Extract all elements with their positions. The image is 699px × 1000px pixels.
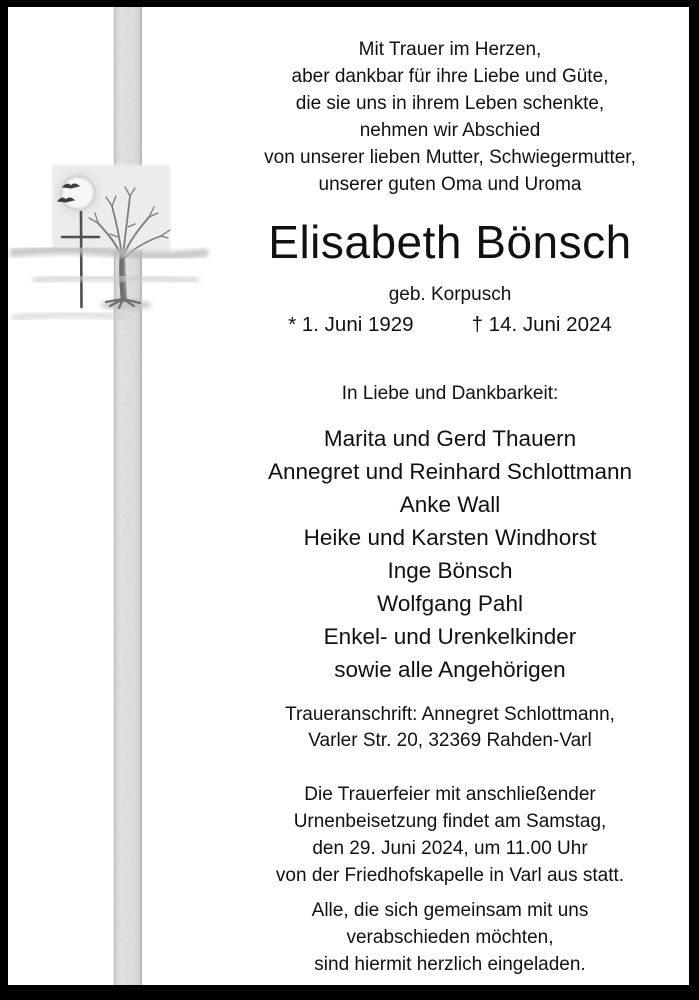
deceased-name: Elisabeth Bönsch: [268, 216, 632, 268]
intro-line: nehmen wir Abschied: [359, 120, 541, 141]
intro-line: Mit Trauer im Herzen,: [358, 39, 542, 60]
mourner-name: Wolfgang Pahl: [377, 591, 523, 616]
tribute-heading: In Liebe und Dankbarkeit:: [341, 383, 559, 404]
memorial-sketch-artwork: [8, 7, 228, 985]
sun-circle-icon: [57, 172, 99, 214]
death-date: † 14. Juni 2024: [471, 313, 612, 336]
service-line: von der Friedhofskapelle in Varl aus statt.: [275, 865, 625, 886]
mourners-list: [215, 422, 685, 686]
mourner-name: sowie alle Angehörigen: [334, 657, 566, 682]
mourner-name: Annegret und Reinhard Schlottmann: [268, 459, 632, 484]
invitation-line: sind hiermit herzlich eingeladen.: [314, 954, 586, 975]
service-line: Urnenbeisetzung findet am Samstag,: [293, 811, 607, 832]
funeral-service-info: [215, 781, 685, 889]
mourner-name: Marita und Gerd Thauern: [323, 426, 577, 451]
mourning-address: [215, 702, 685, 754]
intro-line: von unserer lieben Mutter, Schwiegermutter,: [264, 147, 636, 168]
ribbon-band-icon: [114, 7, 142, 985]
service-line: den 29. Juni 2024, um 11.00 Uhr: [312, 838, 588, 859]
intro-line: die sie uns in ihrem Leben schenkte,: [295, 93, 605, 114]
intro-line: aber dankbar für ihre Liebe und Güte,: [291, 66, 609, 87]
invitation-line: verabschieden möchten,: [346, 927, 554, 948]
service-line: Die Trauerfeier mit anschließender: [304, 784, 596, 805]
birth-date: * 1. Juni 1929: [288, 313, 414, 336]
mourner-name: Inge Bönsch: [387, 558, 513, 583]
mourner-name: Heike und Karsten Windhorst: [303, 525, 597, 550]
life-dates: [215, 312, 685, 338]
mourner-name: Anke Wall: [399, 492, 501, 517]
mourner-name: Enkel- und Urenkelkinder: [323, 624, 577, 649]
obituary-text: [215, 7, 685, 985]
maiden-name: geb. Korpusch: [388, 284, 512, 305]
intro-line: unserer guten Oma und Uroma: [318, 174, 582, 195]
invitation-line: Alle, die sich gemeinsam mit uns: [311, 900, 589, 921]
obituary-card: [8, 7, 689, 985]
address-line: Varler Str. 20, 32369 Rahden-Varl: [308, 730, 592, 751]
address-line: Traueranschrift: Annegret Schlottmann,: [285, 704, 615, 725]
invitation-paragraph: [215, 897, 685, 978]
intro-paragraph: [215, 36, 685, 198]
